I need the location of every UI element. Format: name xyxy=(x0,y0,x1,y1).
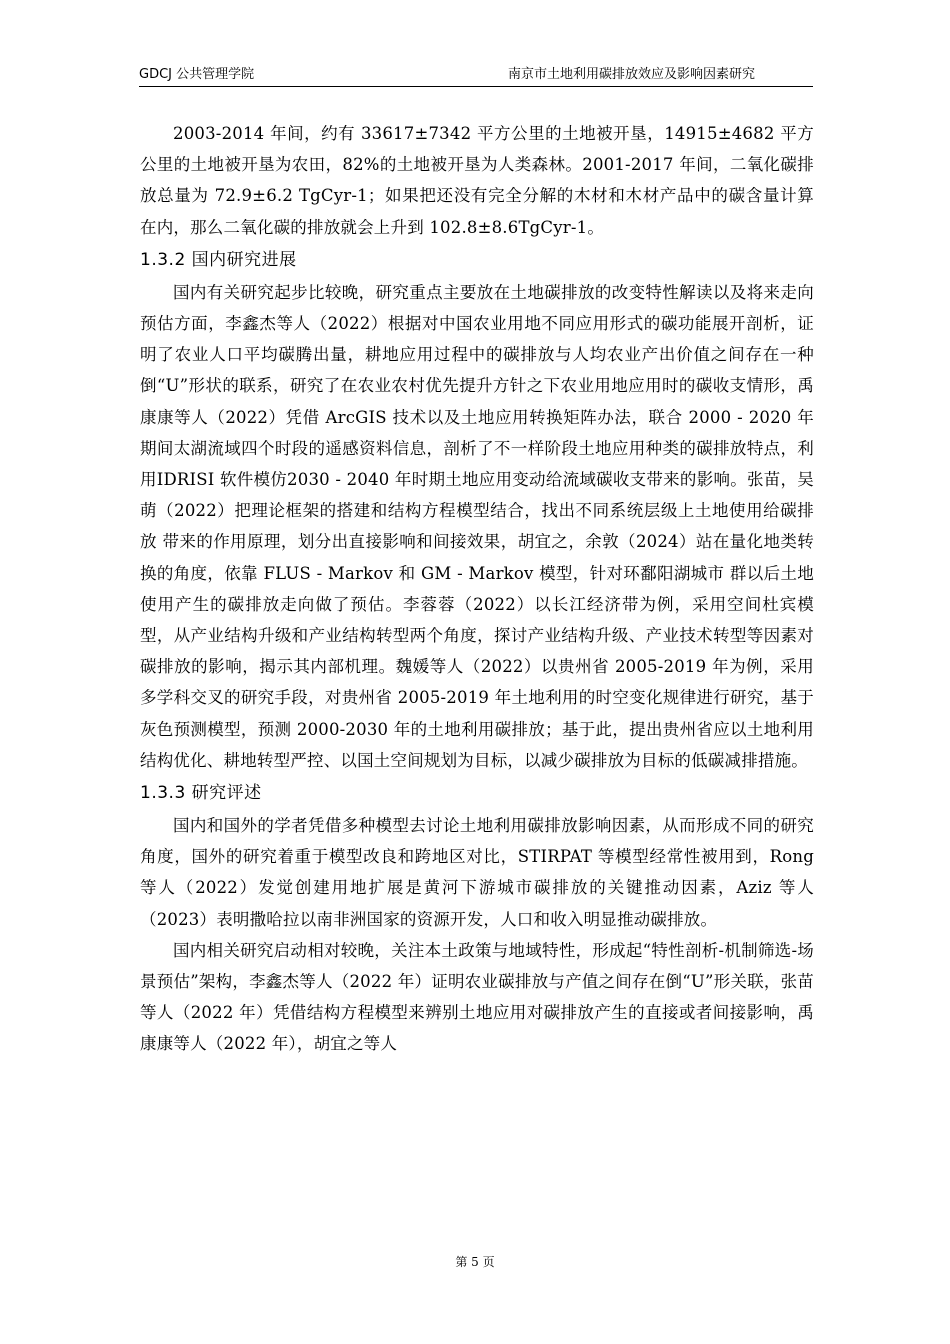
page-number: 第 5 页 xyxy=(455,1255,495,1269)
body-content xyxy=(140,118,814,1060)
page-header xyxy=(139,64,813,87)
header-thesis-title: 南京市土地利用碳排放效应及影响因素研究 xyxy=(507,67,755,82)
paragraph-review-part-2: 国内相关研究启动相对较晚，关注本土政策与地域特性，形成起“特性剖析-机制筛选-场景预估”架构，李鑫杰等人（2022 年）证明农业碳排放与产值之间存在倒“U”形关联，张苗等人（2022 年）凭借结构方程模型来辨别土地应用对碳排放产生的直接或者间接影响，禹康康等人（2022 年），胡宜之等人 xyxy=(140,940,814,1054)
paragraph-domestic-research: 国内有关研究起步比较晚，研究重点主要放在土地碳排放的改变特性解读以及将来走向预估方面，李鑫杰等人（2022）根据对中国农业用地不同应用形式的碳功能展开剖析，证明了农业人口平均碳腾出量，耕地应用过程中的碳排放与人均农业产出价值之间存在一种倒“U”形状的联系，研究了在农业农村优先提升方针之下农业用地应用时的碳收支情形，禹康康等人（2022）凭借 ArcGIS 技术以及土地应用转换矩阵办法，联合 2000 - 2020 年期间太湖流域四个时段的遥感资料信息，剖析了不一样阶段土地应用种类的碳排放特点，利用IDRISI 软件模仿2030 - 2040 年时期土地应用变动给流域碳收支带来的影响。张苗，吴萌（2022）把理论框架的搭建和结构方程模型结合，找出不同系统层级上土地使用给碳排放 带来的作用原理，划分出直接影响和间接效果，胡宜之，余敦（2024）站在量化地类转换的角度，依靠 FLUS - Markov 和 GM - Markov 模型，针对环鄱阳湖城市 群以后土地使用产生的碳排放走向做了预估。李蓉蓉（2022）以长江经济带为例，采用空间杜宾模型，从产业结构升级和产业结构转型两个角度，探讨产业结构升级、产业技术转型等因素对碳排放的影响，揭示其内部机理。魏媛等人（2022）以贵州省 2005-2019 年为例，采用多学科交叉的研究手段，对贵州省 2005-2019 年土地利用的时空变化规律进行研究，基于灰色预测模型，预测 2000-2030 年的土地利用碳排放；基于此，提出贵州省应以土地利用结构优化、耕地转型严控、以国土空间规划为目标，以减少碳排放为目标的低碳减排措施。 xyxy=(140,282,814,770)
paragraph-review-part-1: 国内和国外的学者凭借多种模型去讨论土地利用碳排放影响因素，从而形成不同的研究角度，国外的研究着重于模型改良和跨地区对比，STIRPAT 等模型经常性被用到，Rong 等人（2022）发觉创建用地扩展是黄河下游城市碳排放的关键推动因素，Aziz 等人（2023）表明撒哈拉以南非洲国家的资源开发，人口和收入明显推动碳排放。 xyxy=(140,816,814,929)
section-heading-1-3-3: 1.3.3 研究评述 xyxy=(140,783,262,804)
paragraph-carbon-emission-stats: 2003-2014 年间，约有 33617±7342 平方公里的土地被开垦，14915±4682 平方公里的土地被开垦为农田，82%的土地被开垦为人类森林。2001-2017 年间，二氧化碳排放总量为 72.9±6.2 TgCyr-1；如果把还没有完全分解的木材和木材产品中的碳含量计算在内，那么二氧化碳的排放就会上升到 102.8±8.6TgCyr-1。 xyxy=(140,124,814,237)
header-institution: GDCJ 公共管理学院 xyxy=(139,67,255,82)
section-heading-1-3-2: 1.3.2 国内研究进展 xyxy=(140,249,297,270)
